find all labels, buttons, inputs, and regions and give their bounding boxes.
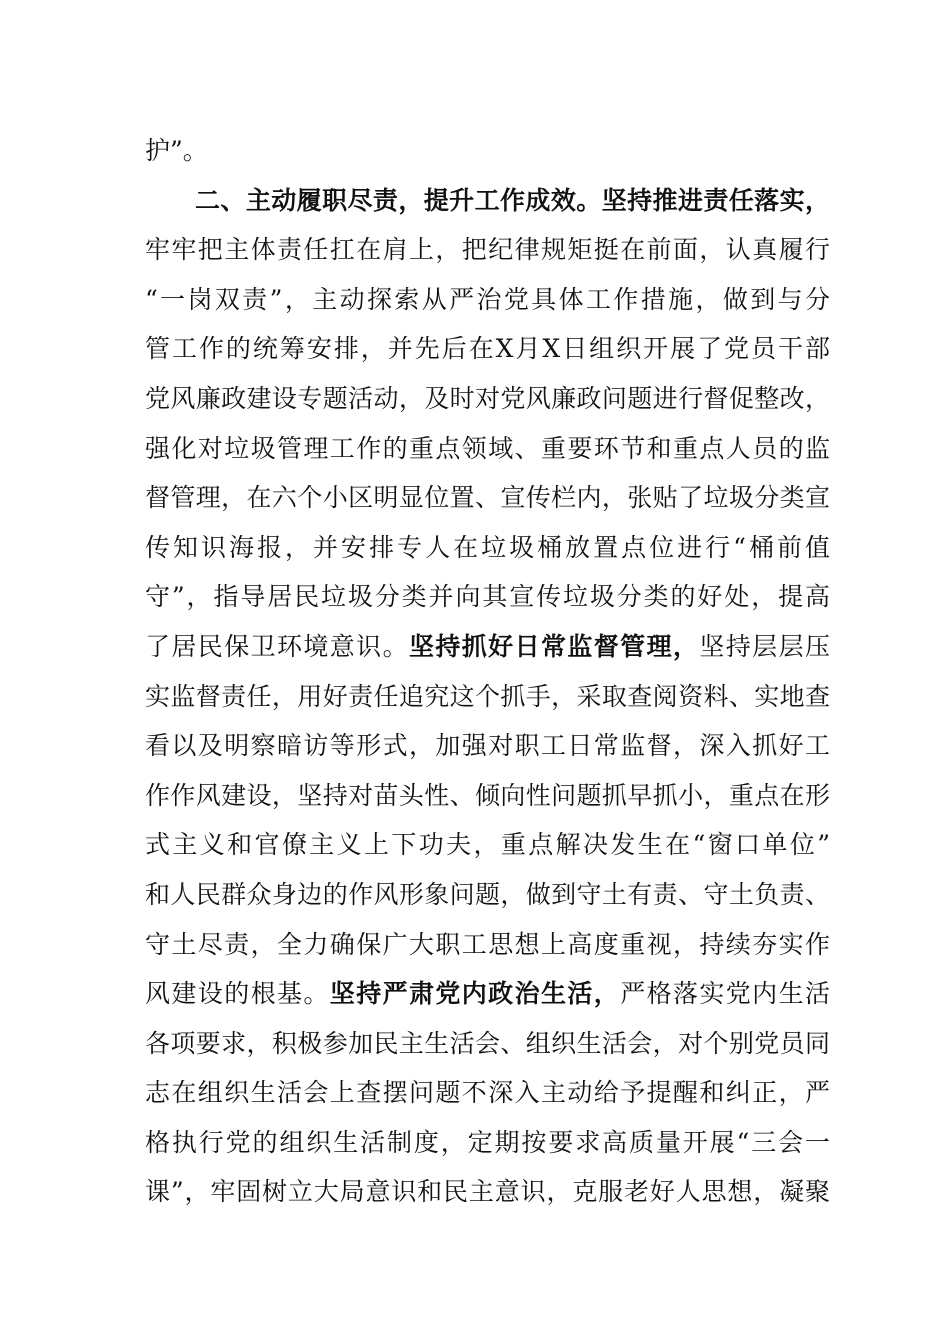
section-heading-line xyxy=(145,176,830,226)
text-line xyxy=(145,324,830,374)
text-line xyxy=(145,523,830,573)
text-line xyxy=(145,920,830,970)
text-line xyxy=(145,374,830,424)
body-text xyxy=(145,126,830,1217)
text-line xyxy=(145,672,830,722)
text-run: 作作风建设，坚持对苗头性、倾向性问题抓早抓小，重点在形 xyxy=(145,780,830,810)
text-line xyxy=(145,622,830,672)
text-run: 志在组织生活会上查摆问题不深入主动给予提醒和纠正，严 xyxy=(145,1078,830,1108)
text-line xyxy=(145,1019,830,1069)
bold-lead-phrase: 坚持推进责任落实， xyxy=(601,185,830,215)
text-run: 风建设的根基。 xyxy=(145,979,330,1009)
text-run: “一岗双责”，主动探索从严治党具体工作措施，做到与分 xyxy=(145,284,830,314)
text-line xyxy=(145,126,830,176)
text-run: 各项要求，积极参加民主生活会、组织生活会，对个别党员同 xyxy=(145,1028,830,1058)
text-line xyxy=(145,473,830,523)
text-line xyxy=(145,870,830,920)
text-run: 格执行党的组织生活制度，定期按要求高质量开展“三会一 xyxy=(145,1127,830,1157)
text-run: 坚持层层压 xyxy=(699,631,830,661)
text-run: 管工作的统筹安排，并先后在X月X日组织开展了党员干部 xyxy=(145,334,830,364)
text-line xyxy=(145,1118,830,1168)
text-line xyxy=(145,424,830,474)
text-line xyxy=(145,275,830,325)
text-line xyxy=(145,820,830,870)
text-run: 护”。 xyxy=(145,136,208,165)
text-run: 强化对垃圾管理工作的重点领域、重要环节和重点人员的监 xyxy=(145,433,830,463)
text-run: 传知识海报，并安排专人在垃圾桶放置点位进行“桶前值 xyxy=(145,532,830,562)
text-run: 实监督责任，用好责任追究这个抓手，采取查阅资料、实地查 xyxy=(145,681,830,711)
text-line xyxy=(145,572,830,622)
text-run: 了居民保卫环境意识。 xyxy=(145,631,409,661)
text-run: 守土尽责，全力确保广大职工思想上高度重视，持续夯实作 xyxy=(145,929,830,959)
text-run: 牢牢把主体责任扛在肩上，把纪律规矩挺在前面，认真履行 xyxy=(145,235,830,265)
bold-lead-phrase: 坚持抓好日常监督管理， xyxy=(408,631,700,661)
text-run: 守”，指导居民垃圾分类并向其宣传垃圾分类的好处，提高 xyxy=(145,582,830,612)
text-line xyxy=(145,721,830,771)
text-run: 党风廉政建设专题活动，及时对党风廉政问题进行督促整改， xyxy=(145,383,830,413)
text-line xyxy=(145,771,830,821)
text-run: 严格落实党内生活 xyxy=(620,979,830,1009)
text-run: 课”，牢固树立大局意识和民主意识，克服老好人思想，凝聚 xyxy=(145,1177,830,1207)
text-run: 督管理，在六个小区明显位置、宣传栏内，张贴了垃圾分类宣 xyxy=(145,483,830,513)
text-line xyxy=(145,1167,830,1217)
bold-lead-phrase: 坚持严肃党内政治生活， xyxy=(329,979,621,1009)
text-line xyxy=(145,969,830,1019)
text-run: 式主义和官僚主义上下功夫，重点解决发生在“窗口单位” xyxy=(145,830,830,860)
text-run: 看以及明察暗访等形式，加强对职工日常监督，深入抓好工 xyxy=(145,731,830,761)
text-line xyxy=(145,1068,830,1118)
section-heading: 二、主动履职尽责，提升工作成效。 xyxy=(195,185,602,215)
text-run: 和人民群众身边的作风形象问题，做到守土有责、守土负责、 xyxy=(145,879,830,909)
text-line xyxy=(145,225,830,275)
